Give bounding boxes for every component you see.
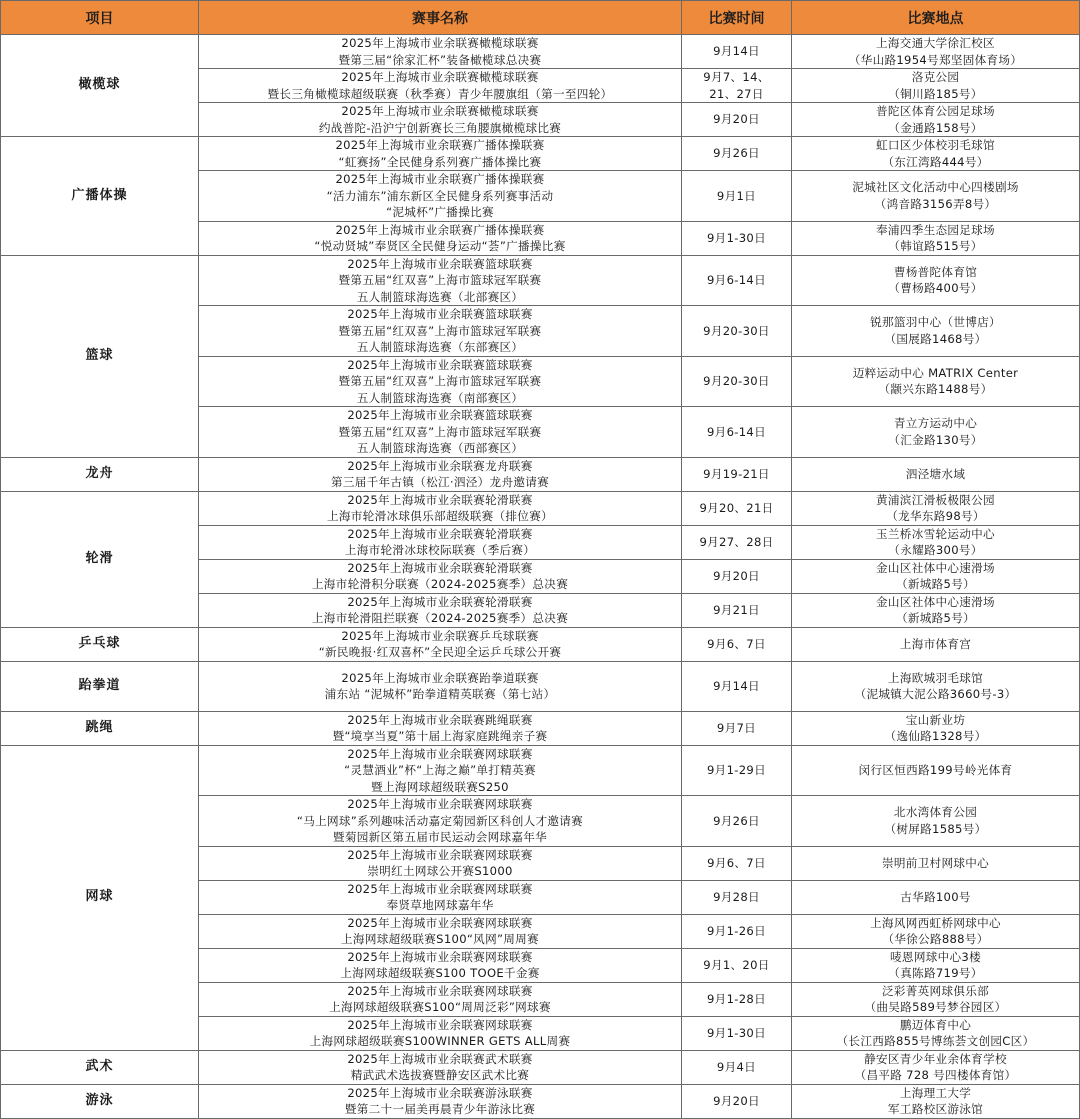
date-cell: 9月1-29日 [682,745,792,796]
text-line: （金通路158号） [888,120,983,135]
venue-cell [792,1016,1080,1050]
text-line: （永耀路300号） [888,543,983,557]
text-line: 洛克公园 [911,70,960,84]
date-cell: 9月14日 [682,35,792,69]
text-line: 暨长三角橄榄球超级联赛（秋季赛）青少年腰旗组（第一至四轮） [267,86,613,101]
venue-cell [792,356,1080,407]
event-name-cell [199,221,682,255]
venue-cell [792,661,1080,711]
text-line: 上海市轮滑阻拦联赛（2024-2025赛季）总决赛 [311,611,569,625]
text-line: （韩谊路515号） [888,239,983,253]
date-cell: 9月1-28日 [682,982,792,1016]
text-line: 五人制篮球海选赛（南部赛区） [356,390,524,405]
event-name-cell [199,407,682,458]
text-line: 2025年上海城市业余联赛篮球联赛 [347,357,533,372]
text-line: 宝山新业坊 [905,712,966,727]
text-line: 21、27日 [709,86,764,101]
text-line: 上海市轮滑冰球俱乐部超级联赛（排位赛） [327,509,553,523]
text-line: 暨第五届“红双喜”上海市篮球冠军联赛 [338,273,542,287]
text-line: 2025年上海城市业余联赛网球联赛 [347,949,533,964]
text-line: （鸿音路3156弄8号） [874,196,997,211]
text-line: 精武武术选拔赛暨静安区武术比赛 [350,1068,530,1082]
text-line: 五人制篮球海选赛（东部赛区） [356,340,524,354]
text-line: “新民晚报·红双喜杯”全民迎全运乒乓球公开赛 [318,645,562,659]
text-line: 2025年上海城市业余联赛网球联赛 [347,881,533,896]
table-row [1,255,1080,306]
venue-cell [792,35,1080,69]
text-line: 上海网球超级联赛S100WINNER GETS ALL周赛 [309,1034,571,1048]
venue-cell [792,1050,1080,1084]
date-cell: 9月1日 [682,171,792,222]
event-name-cell [199,69,682,103]
event-name-cell [199,661,682,711]
text-line: “灵慧酒业”杯“上海之巅”单打精英赛 [344,763,536,777]
text-line: 2025年上海城市业余联赛篮球联赛 [347,408,533,422]
text-line: 2025年上海城市业余联赛橄榄球联赛 [341,104,539,118]
text-line: 上海市轮滑积分联赛（2024-2025赛季）总决赛 [311,577,569,591]
text-line: 曹杨普陀体育馆 [893,264,978,279]
venue-cell [792,306,1080,357]
event-name-cell [199,948,682,982]
date-cell: 9月21日 [682,593,792,627]
text-line: 2025年上海城市业余联赛游泳联赛 [347,1085,533,1100]
text-line: 2025年上海城市业余联赛广播体操联赛 [335,222,545,237]
text-line: “悦动贤城”奉贤区全民健身运动“荟”广播操比赛 [314,239,566,253]
text-line: 玉兰桥冰雪轮运动中心 [876,526,995,541]
category-cell: 网球 [1,745,199,1050]
venue-cell [792,914,1080,948]
text-line: 暨上海网球超级联赛S250 [371,779,509,794]
text-line: 闵行区恒西路199号岭光体育 [858,763,1013,777]
text-line: 泗泾塘水域 [905,466,966,481]
venue-cell [792,745,1080,796]
text-line: 奉浦四季生态园足球场 [876,222,995,237]
table-row [1,457,1080,491]
date-cell: 9月20-30日 [682,356,792,407]
header-category: 项目 [1,1,199,35]
text-line: （昌平路 728 号四楼体育馆） [854,1068,1017,1082]
date-cell: 9月26日 [682,137,792,171]
text-line: 2025年上海城市业余联赛轮滑联赛 [347,492,533,507]
category-cell: 武术 [1,1050,199,1084]
date-cell: 9月7日 [682,711,792,745]
date-cell: 9月6、7日 [682,627,792,661]
text-line: 暨第三届“徐家汇杯”装备橄榄球总决赛 [338,52,542,67]
text-line: 约战普陀-沿沪宁创新赛长三角腰旗橄榄球比赛 [318,120,562,135]
text-line: 浦东站 “泥城杯”跆拳道精英联赛（第七站） [324,687,556,701]
text-line: 锐那篮羽中心（世博店） [870,315,1001,330]
venue-cell [792,846,1080,880]
category-cell: 乒乓球 [1,627,199,661]
text-line: 2025年上海城市业余联赛网球联赛 [347,847,533,862]
table-row [1,137,1080,171]
event-name-cell [199,846,682,880]
date-cell: 9月6-14日 [682,407,792,458]
text-line: （华山路1954号郑坚固体育场） [848,52,1023,67]
text-line: 2025年上海城市业余联赛龙舟联赛 [347,458,533,473]
category-cell: 广播体操 [1,137,199,256]
text-line: 暨菊园新区第五届市民运动会网球嘉年华 [332,830,548,844]
text-line: 上海风网西虹桥网球中心 [870,915,1001,930]
table-row [1,1084,1080,1118]
text-line: 第三届千年古镇（松江·泗泾）龙舟邀请赛 [330,475,550,489]
text-line: 上海网球超级联赛S100“风网”周周赛 [341,932,539,946]
event-name-cell [199,711,682,745]
event-name-cell [199,1050,682,1084]
text-line: 2025年上海城市业余联赛轮滑联赛 [347,560,533,575]
text-line: 五人制篮球海选赛（西部赛区） [356,441,524,455]
text-line: 鹏迈体育中心 [899,1017,972,1032]
venue-cell [792,407,1080,458]
text-line: 唛恩网球中心3楼 [890,949,981,964]
date-cell: 9月20日 [682,103,792,137]
venue-cell [792,457,1080,491]
text-line: “虹赛扬”全民健身系列赛广播体操比赛 [338,154,542,169]
venue-cell [792,796,1080,847]
text-line: 上海理工大学 [899,1085,972,1100]
date-cell: 9月20-30日 [682,306,792,357]
venue-cell [792,627,1080,661]
table-row [1,1050,1080,1084]
event-name-cell [199,103,682,137]
text-line: （泥城镇大泥公路3660号-3） [854,687,1017,701]
event-name-cell [199,796,682,847]
text-line: 上海欧城羽毛球馆 [887,670,984,685]
text-line: 泥城社区文化活动中心四楼剧场 [852,180,1019,195]
category-cell: 游泳 [1,1084,199,1118]
date-cell: 9月1-30日 [682,1016,792,1050]
text-line: 五人制篮球海选赛（北部赛区） [356,289,524,304]
venue-cell [792,137,1080,171]
event-name-cell [199,1016,682,1050]
text-line: 青立方运动中心 [893,416,978,431]
date-cell: 9月1-26日 [682,914,792,948]
venue-cell [792,948,1080,982]
venue-cell [792,221,1080,255]
text-line: 2025年上海城市业余联赛轮滑联赛 [347,594,533,609]
event-name-cell [199,137,682,171]
venue-cell [792,491,1080,525]
event-name-cell [199,559,682,593]
header-event-name: 赛事名称 [199,1,682,35]
date-cell: 9月20、21日 [682,491,792,525]
venue-cell [792,593,1080,627]
event-name-cell [199,255,682,306]
date-cell: 9月26日 [682,796,792,847]
date-cell: 9月20日 [682,559,792,593]
category-cell: 跆拳道 [1,661,199,711]
text-line: 2025年上海城市业余联赛网球联赛 [347,746,533,761]
text-line: （曲吴路589号梦谷园区） [864,1000,1007,1014]
text-line: 崇明前卫村网球中心 [881,855,990,870]
text-line: （长江西路855号博练荟文创园C区） [836,1034,1035,1048]
table-row [1,627,1080,661]
category-cell: 跳绳 [1,711,199,745]
text-line: 2025年上海城市业余联赛网球联赛 [347,915,533,930]
text-line: 2025年上海城市业余联赛篮球联赛 [347,256,533,271]
text-line: 上海市体育宫 [899,636,972,651]
text-line: 2025年上海城市业余联赛网球联赛 [347,983,533,998]
text-line: 静安区青少年业余体育学校 [864,1051,1007,1066]
text-line: 黄浦滨江滑板极限公园 [876,492,995,507]
date-cell: 9月14日 [682,661,792,711]
text-line: 暨“境享当夏”第十届上海家庭跳绳亲子赛 [332,729,548,743]
text-line: （逸仙路1328号） [884,729,987,743]
date-cell: 9月27、28日 [682,525,792,559]
text-line: 暨第五届“红双喜”上海市篮球冠军联赛 [338,374,542,388]
header-venue: 比赛地点 [792,1,1080,35]
venue-cell [792,880,1080,914]
venue-cell [792,559,1080,593]
event-name-cell [199,593,682,627]
text-line: 北水湾体育公园 [893,805,978,820]
text-line: （曹杨路400号） [888,281,983,296]
text-line: （新城路5号） [895,611,976,625]
text-line: 迈粹运动中心 MATRIX Center [852,365,1019,380]
text-line: 暨第二十一届美再晨青少年游泳比赛 [344,1102,536,1116]
text-line: 崇明红土网球公开赛S1000 [367,864,513,878]
event-name-cell [199,525,682,559]
table-row [1,745,1080,796]
date-cell: 9月6、7日 [682,846,792,880]
text-line: （东江湾路444号） [882,154,989,169]
text-line: 金山区社体中心速滑场 [876,560,995,575]
text-line: 2025年上海城市业余联赛跆拳道联赛 [341,670,539,685]
date-cell: 9月1、20日 [682,948,792,982]
event-name-cell [199,745,682,796]
venue-cell [792,982,1080,1016]
text-line: 9月7、14、 [703,70,770,84]
text-line: 2025年上海城市业余联赛橄榄球联赛 [341,70,539,84]
event-name-cell [199,171,682,222]
event-name-cell [199,356,682,407]
venue-cell [792,103,1080,137]
header-row [1,1,1080,35]
venue-cell [792,255,1080,306]
text-line: 2025年上海城市业余联赛网球联赛 [347,797,533,811]
event-name-cell [199,491,682,525]
event-name-cell [199,914,682,948]
venue-cell [792,1084,1080,1118]
category-cell: 轮滑 [1,491,199,627]
date-cell: 9月28日 [682,880,792,914]
venue-cell [792,525,1080,559]
table-row [1,711,1080,745]
text-line: 2025年上海城市业余联赛橄榄球联赛 [341,36,539,50]
date-cell: 9月6-14日 [682,255,792,306]
text-line: 暨第五届“红双喜”上海市篮球冠军联赛 [338,323,542,338]
text-line: 2025年上海城市业余联赛乒乓球联赛 [341,628,539,643]
venue-cell [792,69,1080,103]
event-name-cell [199,627,682,661]
text-line: 上海交通大学徐汇校区 [876,36,995,50]
text-line: “泥城杯”广播操比赛 [386,205,494,219]
text-line: 上海网球超级联赛S100“周周泛彩”网球赛 [329,1000,551,1014]
text-line: 上海网球超级联赛S100 TOOE千金赛 [340,966,540,980]
text-line: 2025年上海城市业余联赛武术联赛 [347,1051,533,1066]
text-line: （树屏路1585号） [884,821,987,836]
event-name-cell [199,457,682,491]
event-name-cell [199,1084,682,1118]
text-line: 2025年上海城市业余联赛网球联赛 [347,1017,533,1032]
text-line: （汇金路130号） [888,432,983,447]
table-row [1,35,1080,69]
text-line: 军工路校区游泳馆 [887,1102,984,1116]
text-line: （铜川路185号） [888,86,983,101]
text-line: 2025年上海城市业余联赛轮滑联赛 [347,526,533,541]
table-row [1,661,1080,711]
date-cell: 9月1-30日 [682,221,792,255]
text-line: 古华路100号 [900,889,971,904]
category-cell: 篮球 [1,255,199,457]
event-name-cell [199,35,682,69]
text-line: （国展路1468号） [884,331,987,346]
text-line: 普陀区体育公园足球场 [876,104,995,118]
event-name-cell [199,982,682,1016]
venue-cell [792,711,1080,745]
text-line: （颛兴东路1488号） [878,382,993,397]
text-line: 虹口区少体校羽毛球馆 [876,138,995,152]
header-date: 比赛时间 [682,1,792,35]
venue-cell [792,171,1080,222]
text-line: 上海市轮滑冰球校际联赛（季后赛） [344,543,536,557]
event-name-cell [199,880,682,914]
text-line: “马上网球”系列趣味活动嘉定菊园新区科创人才邀请赛 [296,813,584,828]
date-cell: 9月20日 [682,1084,792,1118]
text-line: 金山区社体中心速滑场 [876,594,995,609]
text-line: 2025年上海城市业余联赛广播体操联赛 [335,172,545,186]
text-line: （真陈路719号） [888,966,983,980]
date-cell [682,69,792,103]
text-line: 暨第五届“红双喜”上海市篮球冠军联赛 [338,424,542,439]
text-line: （华徐公路888号） [882,932,989,946]
event-name-cell [199,306,682,357]
text-line: 2025年上海城市业余联赛跳绳联赛 [347,712,533,727]
category-cell: 橄榄球 [1,35,199,137]
text-line: 2025年上海城市业余联赛篮球联赛 [347,307,533,321]
date-cell: 9月19-21日 [682,457,792,491]
text-line: （新城路5号） [895,577,976,591]
text-line: （龙华东路98号） [886,509,985,523]
category-cell: 龙舟 [1,457,199,491]
table-row [1,491,1080,525]
text-line: 奉贤草地网球嘉年华 [386,898,494,912]
text-line: 泛彩菁英网球俱乐部 [881,983,990,998]
text-line: 2025年上海城市业余联赛广播体操联赛 [335,138,545,152]
text-line: “活力浦东”浦东新区全民健身系列赛事活动 [326,188,554,203]
date-cell: 9月4日 [682,1050,792,1084]
table-body [1,35,1080,1119]
